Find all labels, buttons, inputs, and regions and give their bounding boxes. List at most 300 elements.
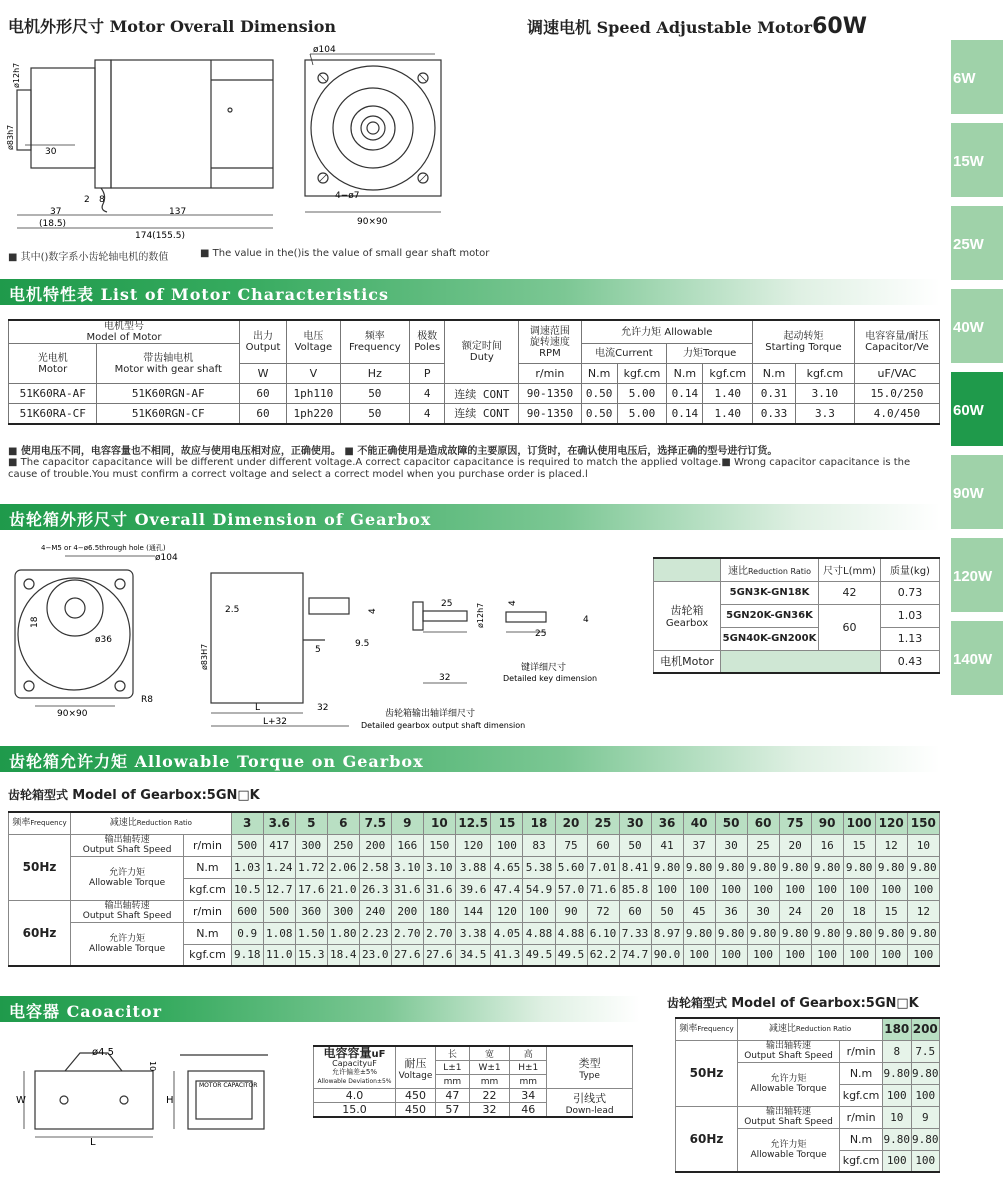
- torque-value: 10.5: [231, 878, 263, 900]
- st-u-kgf: kgf.cm: [840, 1084, 883, 1106]
- tt-h-ratio-cn: 减速比: [109, 818, 137, 829]
- ct-u-poles: P: [409, 364, 444, 384]
- ct-cur-kgf: 5.00: [617, 384, 667, 404]
- torque-ratio-header: 120: [875, 812, 907, 834]
- torque-value: 200: [391, 900, 423, 922]
- tt-h-ratio: [71, 812, 232, 834]
- ct-freq: 50: [340, 404, 409, 424]
- cap-w: 32: [469, 1103, 510, 1118]
- torque-value: 250: [327, 834, 359, 856]
- ct-h-allow: 允许力矩 Allowable: [581, 320, 753, 344]
- torque-value: 166: [391, 834, 423, 856]
- torque-value: 9.80: [907, 856, 939, 878]
- torque-torque-label-en: Allowable Torque: [89, 878, 166, 888]
- ct-h-freq: [340, 320, 409, 364]
- cap-h-w: 宽: [469, 1046, 510, 1061]
- gt-model: 5GN3K-GN18K: [721, 581, 819, 604]
- ct-u-tq-nm: N.m: [667, 364, 703, 384]
- motor-dim-83h7: ø83h7: [6, 124, 15, 150]
- ct-speed: 90-1350: [519, 404, 581, 424]
- cap-h-volt: [396, 1046, 436, 1089]
- st-val: 100: [911, 1150, 940, 1172]
- motor-dim-2: 2: [84, 195, 90, 205]
- cap-h-cap: [314, 1046, 396, 1089]
- st-val: 100: [911, 1084, 940, 1106]
- torque-ratio-header: 3: [231, 812, 263, 834]
- section-characteristics: [0, 279, 940, 305]
- header-right-title: [527, 14, 867, 39]
- st-val: 7.5: [911, 1040, 940, 1062]
- torque-value: 100: [683, 944, 715, 966]
- ct-h-speed: [519, 320, 581, 364]
- torque-ratio-header: 30: [619, 812, 651, 834]
- torque-value: 600: [231, 900, 263, 922]
- gb-dim-4c: 4: [583, 615, 589, 625]
- side-tab-40w[interactable]: 40W: [951, 289, 1003, 363]
- torque-value: 83: [523, 834, 555, 856]
- torque-speed-label-en: Output Shaft Speed: [82, 845, 172, 855]
- gb-dim-4a: 4: [368, 608, 378, 614]
- torque-value: 9.80: [779, 922, 811, 944]
- ct-h-motor-cn: 光电机: [37, 352, 68, 364]
- capacitor-drawing: [10, 1045, 280, 1145]
- ct-h-motor-en: Motor: [38, 363, 68, 375]
- table-row: [9, 834, 940, 856]
- cap-h-cap-en: CapacityuF: [332, 1059, 377, 1068]
- st-u-rmin: r/min: [840, 1040, 883, 1062]
- torque-value: 7.01: [587, 856, 619, 878]
- st-l-torque: [738, 1062, 840, 1106]
- torque-value: 85.8: [619, 878, 651, 900]
- gb-hole-note: 4−M5 or 4−ø6.5through hole (通孔): [41, 544, 166, 552]
- motor-dim-30: 30: [45, 147, 57, 157]
- gb-dim-9-5: 9.5: [355, 639, 370, 649]
- torque-value: 9.80: [747, 856, 779, 878]
- gt-mass: 1.03: [881, 604, 940, 627]
- side-tab-60w[interactable]: 60W: [951, 372, 1003, 446]
- torque-value: 15: [843, 834, 875, 856]
- tt-h-freq: [9, 812, 71, 834]
- cap-h-w2: W±1: [469, 1061, 510, 1075]
- torque-value: 20: [779, 834, 811, 856]
- torque-torque-label-cn: 允许力矩: [109, 933, 146, 944]
- ct-freq: 50: [340, 384, 409, 404]
- cap-w: 22: [469, 1089, 510, 1103]
- torque-value: 27.6: [423, 944, 455, 966]
- motor-note-en: ■ The value in the()is the value of small gear shaft motor: [200, 248, 490, 259]
- torque-value: 100: [843, 944, 875, 966]
- torque-value: 25: [747, 834, 779, 856]
- torque-ratio-header: 40: [683, 812, 715, 834]
- torque-value: 2.70: [423, 922, 455, 944]
- cap-l: 47: [436, 1089, 470, 1103]
- torque-value: 72: [587, 900, 619, 922]
- tt-h-freq-cn: 频率: [12, 818, 31, 829]
- st-l-speed: [738, 1040, 840, 1062]
- cap-dim-10: 10: [148, 1061, 157, 1072]
- gb-dim-4b: 4: [508, 600, 518, 606]
- ct-h-cap-en: Capacitor/Ve: [865, 342, 929, 353]
- torque-value: 31.6: [391, 878, 423, 900]
- torque-value: 26.3: [359, 878, 391, 900]
- torque-ratio-header: 90: [811, 812, 843, 834]
- header-left-title: 电机外形尺寸 Motor Overall Dimension: [8, 17, 337, 36]
- torque-value: 100: [715, 878, 747, 900]
- section-torque: [0, 746, 940, 772]
- torque-value: 8.97: [651, 922, 683, 944]
- ct-tq-kgf: 1.40: [703, 384, 753, 404]
- ct-h-freq-en: Frequency: [348, 342, 401, 353]
- torque-speed-label: [71, 900, 184, 922]
- tt-h-freq-en: Frequency: [30, 819, 67, 828]
- torque-value: 9.18: [231, 944, 263, 966]
- gt-corner: [654, 558, 721, 581]
- ct-h-voltage-cn: 电压: [303, 331, 324, 342]
- st-h-ratio-cn: 减速比: [768, 1024, 796, 1035]
- gearbox-table: [653, 557, 940, 674]
- st-l-torque-en: Allowable Torque: [750, 1149, 827, 1160]
- ct-duty: 连续 CONT: [445, 384, 519, 404]
- st-u-nm: N.m: [840, 1128, 883, 1150]
- torque-torque-label-cn: 允许力矩: [109, 868, 146, 878]
- st-val: 9: [911, 1106, 940, 1128]
- gt-len: 60: [819, 604, 881, 650]
- cap-h-type-en: Type: [579, 1070, 600, 1081]
- ct-motor: 51K60RA-CF: [9, 404, 97, 424]
- gb-dim-32: 32: [317, 703, 329, 713]
- gb-dim-r8: R8: [141, 695, 153, 705]
- st-val: 9.80: [911, 1062, 940, 1084]
- torque-value: 100: [683, 878, 715, 900]
- torque-value: 4.65: [491, 856, 523, 878]
- torque-value: 100: [843, 878, 875, 900]
- torque-value: 300: [327, 900, 359, 922]
- torque-speed-label: [71, 834, 184, 856]
- torque-value: 9.80: [907, 922, 939, 944]
- torque-torque-label: [71, 856, 184, 900]
- tt-h-ratio-en: Reduction Ratio: [136, 819, 192, 828]
- section-capacitor: [0, 996, 640, 1022]
- torque-value: 1.72: [295, 856, 327, 878]
- torque-value: 9.80: [875, 856, 907, 878]
- torque-value: 6.10: [587, 922, 619, 944]
- ct-voltage: 1ph220: [287, 404, 341, 424]
- ct-h-model-cn: 电机型号: [104, 321, 145, 332]
- st-h-freq-cn: 频率: [679, 1024, 698, 1035]
- motor-dimension-drawing: [5, 40, 445, 240]
- voltage-note-en-1: ■ The capacitor capacitance will be different under different voltage.A correct capacitor capacitance is required to match the applied voltage.■ Wrong capacitor capacitance is the: [8, 457, 911, 468]
- st-val: 8: [883, 1040, 911, 1062]
- gb-shaft-cn: 齿轮箱输出轴详细尺寸: [385, 709, 476, 719]
- section-capacitor-title: 电容器 Caoacitor: [9, 1002, 163, 1021]
- ct-h-voltage: [287, 320, 341, 364]
- ct-h-duty: [445, 320, 519, 384]
- header-power: 60W: [812, 14, 868, 39]
- st-l-speed-en: Output Shaft Speed: [744, 1051, 833, 1061]
- table-row: [654, 650, 940, 673]
- torque-speed-label-en: Output Shaft Speed: [82, 911, 172, 921]
- torque-value: 100: [779, 878, 811, 900]
- torque-ratio-header: 75: [779, 812, 811, 834]
- torque-value: 100: [907, 878, 939, 900]
- st-u-nm: N.m: [840, 1062, 883, 1084]
- motor-dim-174: 174(155.5): [135, 231, 185, 240]
- torque-value: 100: [747, 944, 779, 966]
- ct-h-speed-cn2: 旋转速度: [529, 336, 570, 348]
- torque-value: 1.08: [263, 922, 295, 944]
- section-gearbox-dimension: [0, 504, 940, 530]
- torque-value: 31.6: [423, 878, 455, 900]
- st-val: 100: [883, 1150, 911, 1172]
- torque-value: 100: [779, 944, 811, 966]
- ct-h-cap: [854, 320, 939, 364]
- ct-output: 60: [240, 404, 287, 424]
- cap-dim-h: H: [166, 1095, 174, 1106]
- st-l-speed: [738, 1106, 840, 1128]
- ct-h-output: [240, 320, 287, 364]
- torque-value: 9.80: [843, 856, 875, 878]
- gt-h-ratio-en: Reduction Ratio: [747, 567, 812, 577]
- torque-value: 9.80: [651, 856, 683, 878]
- ct-h-current: 电流Current: [581, 344, 667, 364]
- cap-h-h: 高: [510, 1046, 547, 1061]
- voltage-note-en-2: cause of trouble.You must confirm a correct voltage and select a correct model when you purchase order is placed.l: [8, 469, 588, 480]
- motor-dim-104: ø104: [313, 45, 336, 55]
- torque-value: 300: [295, 834, 327, 856]
- st-l-torque-en: Allowable Torque: [750, 1084, 827, 1094]
- torque-ratio-header: 10: [423, 812, 455, 834]
- torque-ratio-header: 3.6: [263, 812, 295, 834]
- torque-unit: kgf.cm: [184, 944, 232, 966]
- torque-value: 9.80: [683, 856, 715, 878]
- torque-value: 360: [295, 900, 327, 922]
- st-ratio: 200: [911, 1018, 940, 1040]
- ct-h-poles: [409, 320, 444, 364]
- cap-h-volt-cn: 耐压: [404, 1056, 427, 1070]
- ct-h-torque: 力矩Torque: [667, 344, 753, 364]
- torque-value: 1.50: [295, 922, 327, 944]
- gt-gearbox: [654, 581, 721, 650]
- torque-value: 9.80: [779, 856, 811, 878]
- torque-value: 9.80: [811, 922, 843, 944]
- cap-h-dev: 允许偏差±5%: [332, 1068, 377, 1076]
- st-l-speed-cn: 输出轴转速: [766, 1107, 812, 1117]
- ct-h-cap-cn: 电容容量/耐压: [865, 331, 929, 342]
- cap-h-l2: L±1: [436, 1061, 470, 1075]
- torque-value: 1.03: [231, 856, 263, 878]
- gb-dim-32b: 32: [439, 673, 451, 683]
- ct-tq-nm: 0.14: [667, 384, 703, 404]
- torque-value: 3.88: [455, 856, 491, 878]
- section-characteristics-title: 电机特性表 List of Motor Characteristics: [9, 285, 390, 304]
- ct-poles: 4: [409, 404, 444, 424]
- torque-value: 30: [715, 834, 747, 856]
- torque-value: 75: [555, 834, 587, 856]
- voltage-note-cn: ■ 使用电压不同，电容容量也不相同，故应与使用电压相对应，正确使用。 ■ 不能正确使用是造成故障的主要原因，订货时，在确认使用电压后，选择正确的型号进行订货。: [8, 446, 778, 457]
- ct-h-gear: [97, 344, 240, 384]
- cap-type: [547, 1089, 633, 1118]
- torque-value: 1.24: [263, 856, 295, 878]
- characteristics-table: [8, 319, 940, 425]
- torque-ratio-header: 6: [327, 812, 359, 834]
- st-h-ratio-en: Reduction Ratio: [795, 1025, 852, 1034]
- torque-value: 2.58: [359, 856, 391, 878]
- ct-st-nm: 0.31: [753, 384, 796, 404]
- gb-dim-36: ø36: [95, 635, 112, 645]
- torque-value: 9.80: [715, 922, 747, 944]
- ct-h-motor: [9, 344, 97, 384]
- ct-h-freq-cn: 频率: [364, 331, 385, 342]
- torque-value: 180: [423, 900, 455, 922]
- torque-torque-label: [71, 922, 184, 966]
- side-tab-120w[interactable]: 120W: [951, 538, 1003, 612]
- cap-val: 4.0: [314, 1089, 396, 1103]
- gt-gearbox-en: Gearbox: [665, 618, 709, 629]
- torque-ratio-header: 12.5: [455, 812, 491, 834]
- ct-cur-nm: 0.50: [581, 404, 617, 424]
- ct-gear: 51K60RGN-AF: [97, 384, 240, 404]
- gb-dim-104: ø104: [155, 553, 178, 563]
- ct-u-output: W: [240, 364, 287, 384]
- torque-torque-label-en: Allowable Torque: [89, 943, 166, 954]
- torque-table: [8, 811, 940, 967]
- ct-motor: 51K60RA-AF: [9, 384, 97, 404]
- torque-value: 8.41: [619, 856, 651, 878]
- cap-type-en: Down-lead: [565, 1105, 614, 1116]
- torque-freq: 50Hz: [9, 834, 71, 900]
- torque-value: 18: [843, 900, 875, 922]
- torque-ratio-header: 36: [651, 812, 683, 834]
- torque-value: 500: [263, 900, 295, 922]
- ct-u-freq: Hz: [340, 364, 409, 384]
- torque-value: 100: [811, 944, 843, 966]
- torque-unit: N.m: [184, 856, 232, 878]
- ct-duty: 连续 CONT: [445, 404, 519, 424]
- st-h-ratio: [738, 1018, 883, 1040]
- ct-h-poles-cn: 极数: [417, 331, 438, 342]
- torque-value: 18.4: [327, 944, 359, 966]
- table-row: [9, 900, 940, 922]
- motor-dim-18-5: (18.5): [39, 219, 67, 229]
- torque-value: 4.88: [555, 922, 587, 944]
- torque-freq: 60Hz: [9, 900, 71, 966]
- st-l-torque-cn: 允许力矩: [770, 1074, 807, 1084]
- st-val: 9.80: [911, 1128, 940, 1150]
- gb-dim-l32: L+32: [263, 717, 288, 727]
- torque-value: 120: [491, 900, 523, 922]
- table-row: [9, 922, 940, 944]
- st-val: 9.80: [883, 1128, 911, 1150]
- side-tab-15w[interactable]: 15W: [951, 123, 1003, 197]
- torque-value: 240: [359, 900, 391, 922]
- torque-unit: N.m: [184, 922, 232, 944]
- torque-value: 500: [231, 834, 263, 856]
- ct-st-nm: 0.33: [753, 404, 796, 424]
- side-tab-90w[interactable]: 90W: [951, 455, 1003, 529]
- st-val: 10: [883, 1106, 911, 1128]
- cap-h-dev-en: Allowable Deviation±5%: [317, 1078, 392, 1085]
- ct-u-st-nm: N.m: [753, 364, 796, 384]
- ct-h-start-cn: 起动转矩: [783, 331, 824, 342]
- st-freq: 50Hz: [676, 1040, 738, 1106]
- side-tab-25w[interactable]: 25W: [951, 206, 1003, 280]
- section-torque-title: 齿轮箱允许力矩 Allowable Torque on Gearbox: [9, 752, 424, 771]
- st-u-rmin: r/min: [840, 1106, 883, 1128]
- torque-value: 9.80: [747, 922, 779, 944]
- torque-speed-label-cn: 输出轴转速: [104, 901, 150, 911]
- cap-dim-4-5: ø4.5: [92, 1047, 115, 1058]
- torque-value: 62.2: [587, 944, 619, 966]
- side-tab-140w[interactable]: 140W: [951, 621, 1003, 695]
- motor-dim-37: 37: [50, 207, 62, 217]
- torque-value: 150: [423, 834, 455, 856]
- torque-value: 3.10: [423, 856, 455, 878]
- torque-ratio-header: 100: [843, 812, 875, 834]
- torque-value: 3.38: [455, 922, 491, 944]
- torque-ratio-header: 50: [715, 812, 747, 834]
- ct-h-speed-cn: 调速范围: [529, 325, 570, 337]
- cap-h-type-cn: 类型: [578, 1056, 601, 1070]
- gt-h-mass: 质量(kg): [881, 558, 940, 581]
- ct-h-start: [753, 320, 855, 364]
- gt-motor-blank: [721, 650, 881, 673]
- ct-voltage: 1ph110: [287, 384, 341, 404]
- ct-h-model: [9, 320, 240, 344]
- torque-value: 3.10: [391, 856, 423, 878]
- torque-unit: kgf.cm: [184, 878, 232, 900]
- ct-h-speed-en: RPM: [539, 347, 561, 359]
- torque-value: 49.5: [523, 944, 555, 966]
- ct-h-gear-cn: 带齿轴电机: [143, 352, 194, 364]
- torque-ratio-header: 25: [587, 812, 619, 834]
- torque-value: 4.05: [491, 922, 523, 944]
- torque-value: 100: [715, 944, 747, 966]
- motor-dim-4-holes: 4−ø7: [335, 191, 360, 201]
- gt-model: 5GN40K-GN200K: [721, 627, 819, 650]
- torque-value: 41: [651, 834, 683, 856]
- st-l-torque: [738, 1128, 840, 1172]
- ct-h-model-en: Model of Motor: [86, 332, 162, 343]
- cap-h-volt-en: Voltage: [398, 1070, 433, 1081]
- motor-note-cn: ■ 其中()数字系小齿轮轴电机的数值: [8, 252, 169, 263]
- ct-speed: 90-1350: [519, 384, 581, 404]
- torque-value: 21.0: [327, 878, 359, 900]
- gt-len: 42: [819, 581, 881, 604]
- cap-h-type: [547, 1046, 633, 1089]
- torque-value: 12: [875, 834, 907, 856]
- torque-unit: r/min: [184, 834, 232, 856]
- gt-gearbox-cn: 齿轮箱: [670, 604, 704, 617]
- torque-value: 27.6: [391, 944, 423, 966]
- torque-value: 11.0: [263, 944, 295, 966]
- st-u-kgf: kgf.cm: [840, 1150, 883, 1172]
- gb-key-cn: 键详细尺寸: [521, 663, 567, 673]
- side-tab-6w[interactable]: 6W: [951, 40, 1003, 114]
- st-h-freq: [676, 1018, 738, 1040]
- table-row: [654, 581, 940, 604]
- ct-h-start-en: Starting Torque: [765, 342, 842, 353]
- torque-value: 20: [811, 900, 843, 922]
- torque-value: 100: [491, 834, 523, 856]
- gt-h-ratio: [721, 558, 819, 581]
- table-row: [9, 856, 940, 878]
- gb-dim-18: 18: [30, 616, 40, 628]
- torque-value: 9.80: [843, 922, 875, 944]
- torque-value: 74.7: [619, 944, 651, 966]
- torque-value: 200: [359, 834, 391, 856]
- torque-value: 12.7: [263, 878, 295, 900]
- torque-value: 2.06: [327, 856, 359, 878]
